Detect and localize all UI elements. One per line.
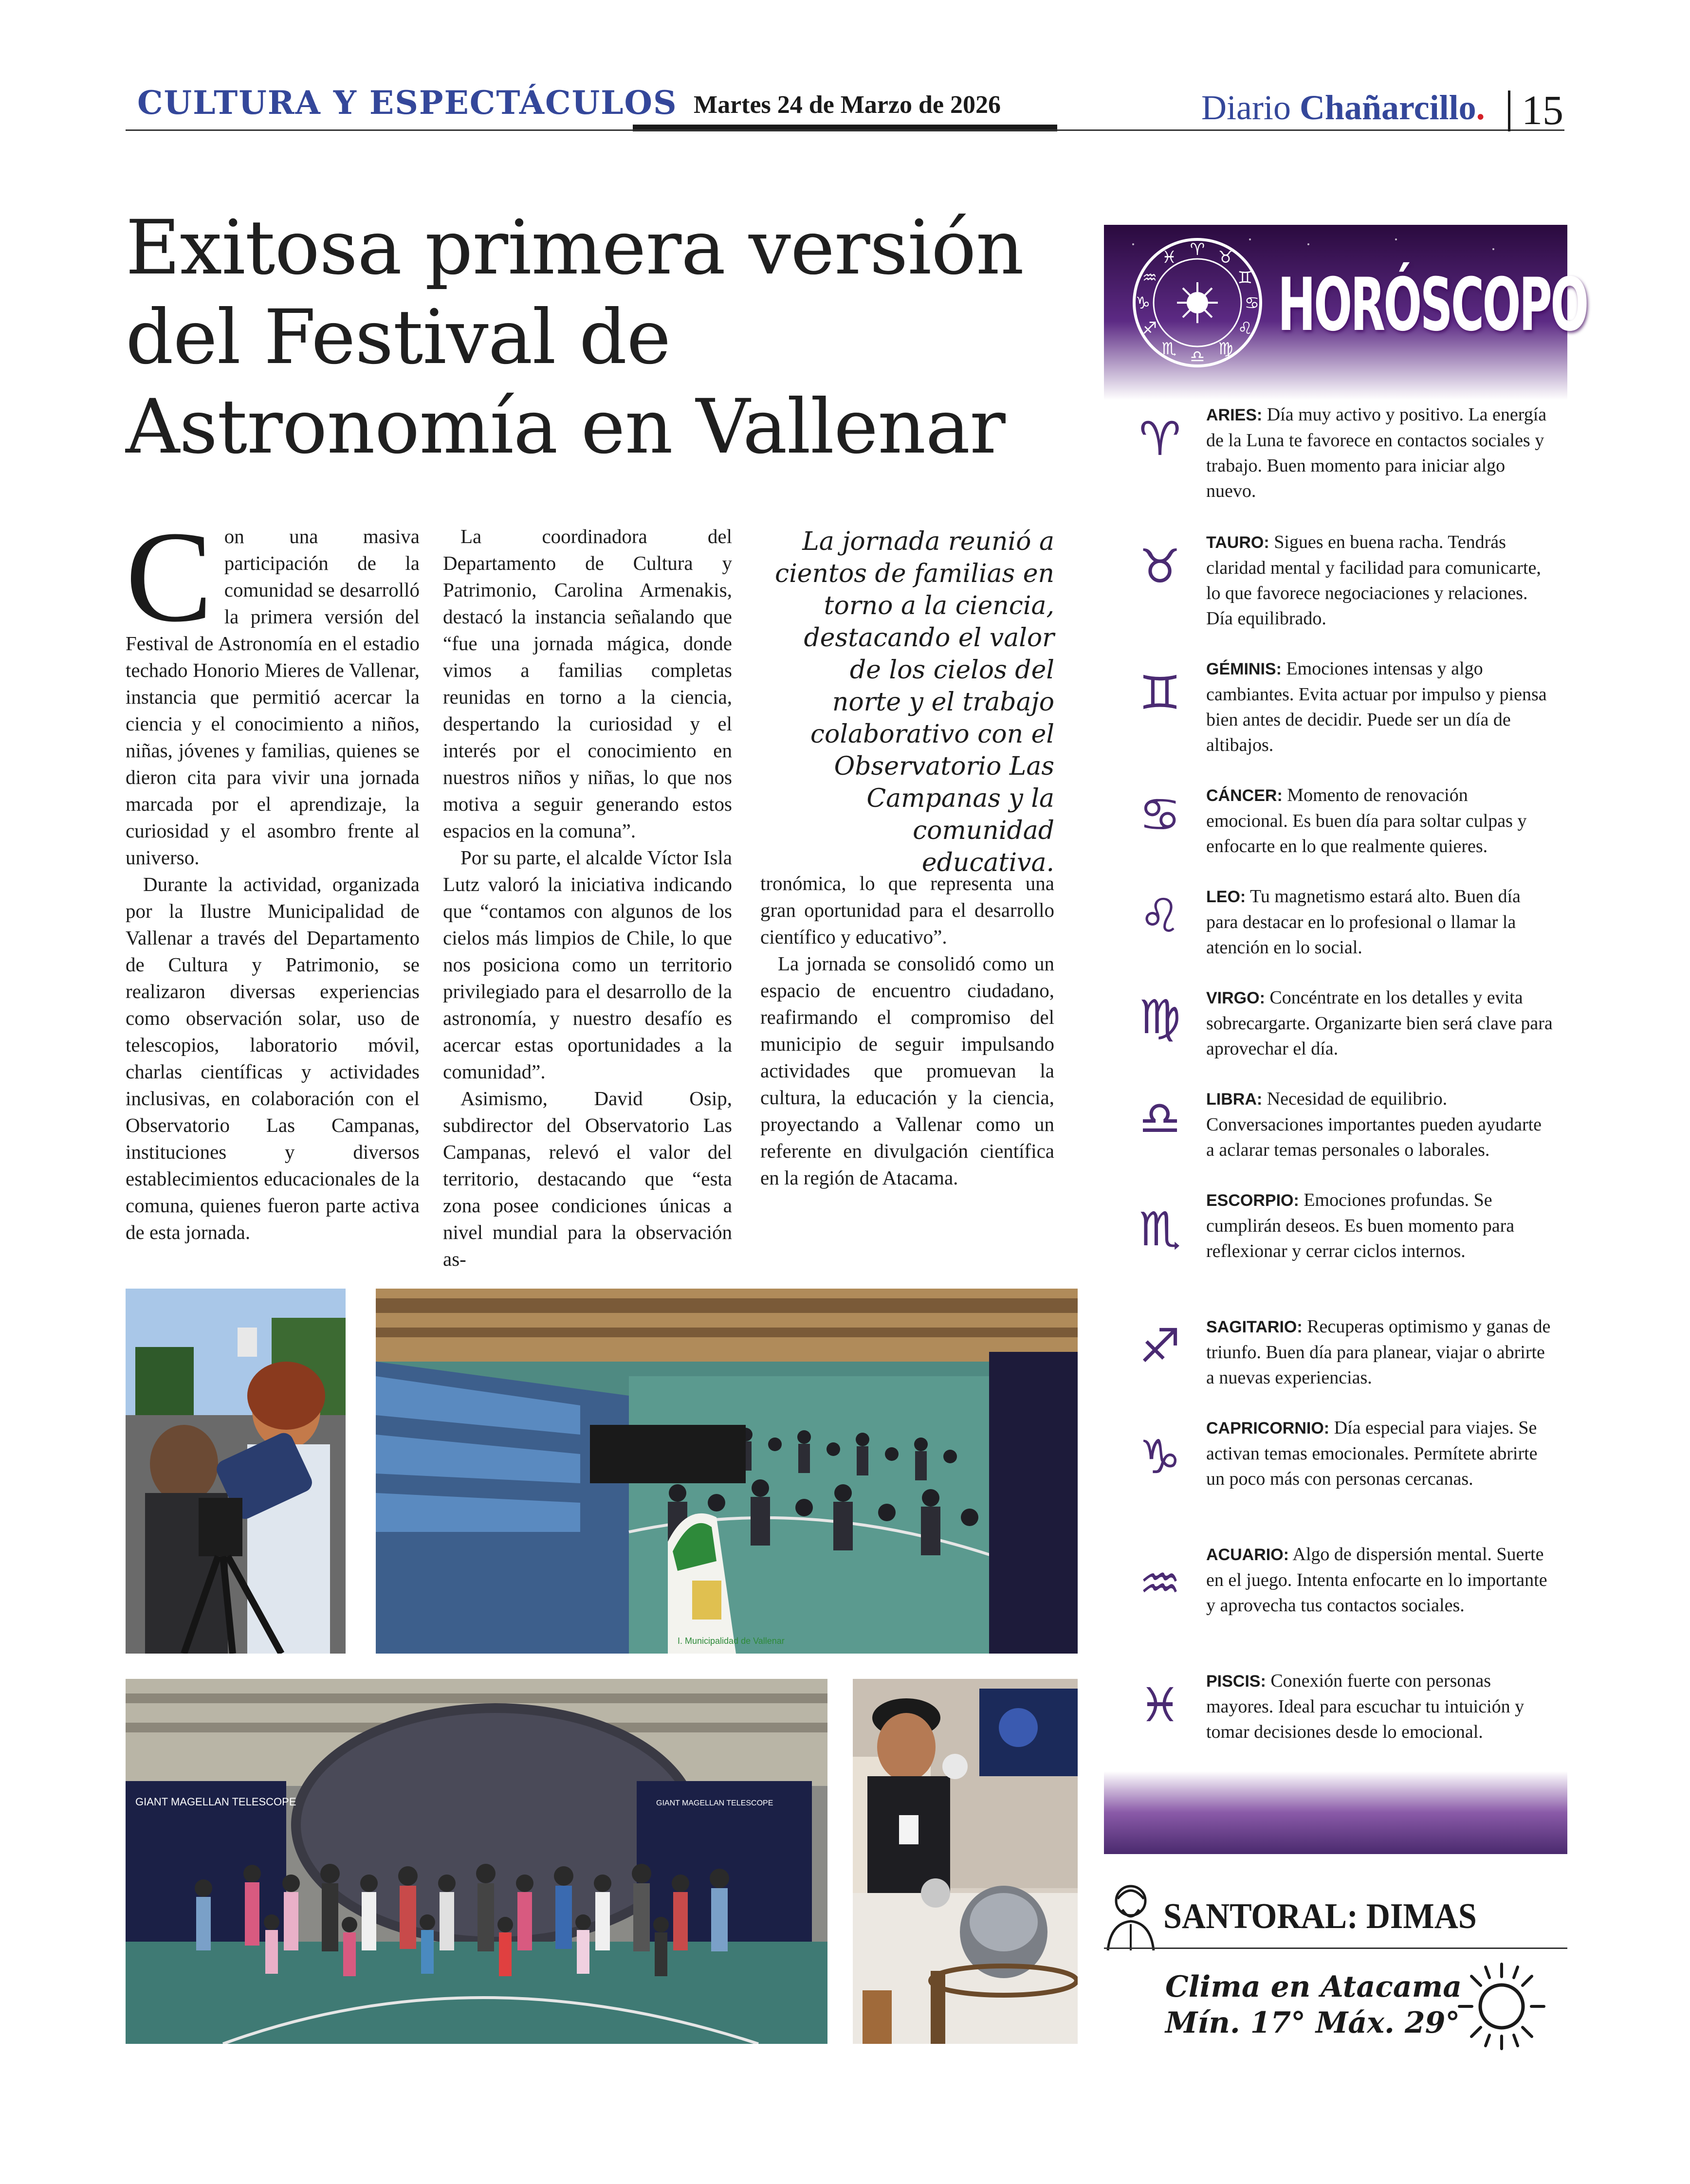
article-column-1 bbox=[126, 504, 420, 1246]
svg-text:♉: ♉ bbox=[1218, 248, 1233, 267]
issue-date: Martes 24 de Marzo de 2026 bbox=[694, 91, 1001, 119]
sign-forecast: Algo de dispersión mental. Suerte en el juego. Intenta enfocarte en lo importante y aprovecha tus contactos sociales. bbox=[1206, 1544, 1547, 1616]
sign-name: VIRGO: bbox=[1206, 989, 1265, 1007]
scorpio-icon: ♏ bbox=[1139, 1202, 1181, 1256]
paragraph: La coordinadora del Departamento de Cultura y Patrimonio, Carolina Armenakis, destacó la instancia señalando que “fue una jornada mágica, donde vimos a familias completas reunidas en torno a la ciencia, despertando la curiosidad y el interés por el conocimiento en nuestros niños y niñas, lo que nos motiva a seguir generando estos espacios en la comuna”. bbox=[443, 525, 732, 842]
svg-text:♒: ♒ bbox=[1142, 268, 1157, 288]
sign-forecast: Necesidad de equilibrio. Conversaciones importantes pueden ayudarte a aclarar temas personales o laborales. bbox=[1206, 1089, 1542, 1160]
weather-box bbox=[1165, 1969, 1462, 2041]
sign-text bbox=[1206, 529, 1553, 631]
gemini-icon: ♊ bbox=[1139, 666, 1181, 720]
masthead-prefix: Diario bbox=[1201, 88, 1291, 127]
masthead-name: Chañarcillo bbox=[1299, 88, 1476, 127]
svg-text:♋: ♋ bbox=[1244, 293, 1260, 313]
pisces-icon: ♓ bbox=[1139, 1678, 1181, 1732]
flag-text: I. Municipalidad de Vallenar bbox=[678, 1636, 785, 1646]
sign-name: CÁNCER: bbox=[1206, 786, 1283, 805]
sign-forecast: Emociones profundas. Se cumplirán deseos. Es buen momento para reflexionar y cerrar ciclos internos. bbox=[1206, 1190, 1515, 1261]
drop-cap: C bbox=[126, 504, 213, 649]
sign-text bbox=[1206, 1542, 1553, 1618]
svg-text:♏: ♏ bbox=[1161, 339, 1177, 359]
leo-icon: ♌ bbox=[1139, 889, 1181, 943]
article-column-2 bbox=[443, 523, 732, 1273]
sign-text bbox=[1206, 884, 1553, 960]
svg-text:♑: ♑ bbox=[1135, 293, 1151, 313]
article-headline: Exitosa primera versión del Festival de Astronomía en Vallenar bbox=[126, 204, 1024, 471]
sign-forecast: Recuperas optimismo y ganas de triunfo. Buen día para planear, viajar o abrirte a nuevas experiencias. bbox=[1206, 1316, 1551, 1388]
photo-planetary-model bbox=[853, 1679, 1078, 2044]
libra-icon: ♎ bbox=[1139, 1091, 1181, 1146]
paragraph: Asimismo, David Osip, subdirector del Observatorio Las Campanas, relevó el valor del territorio, destacando que “esta zona posee condiciones únicas a nivel mundial para la observación as- bbox=[443, 1087, 732, 1270]
sun-icon bbox=[1455, 1960, 1548, 2055]
sign-forecast: Tu magnetismo estará alto. Buen día para destacar en lo profesional o llamar la atención en lo social. bbox=[1206, 886, 1521, 958]
santoral-rule bbox=[1104, 1947, 1567, 1949]
banner-text-left: GIANT MAGELLAN TELESCOPE bbox=[135, 1796, 296, 1808]
santoral-label: SANTORAL: DIMAS bbox=[1163, 1896, 1477, 1936]
photo-crowd-gym bbox=[376, 1289, 1078, 1654]
svg-text:♍: ♍ bbox=[1218, 339, 1233, 359]
taurus-icon: ♉ bbox=[1139, 539, 1181, 594]
saint-icon bbox=[1104, 1879, 1157, 1954]
banner-text-right: GIANT MAGELLAN TELESCOPE bbox=[656, 1799, 773, 1807]
section-title: CULTURA Y ESPECTÁCULOS bbox=[137, 84, 678, 122]
paragraph: Durante la actividad, organizada por la Ilustre Municipalidad de Vallenar a través del Departamento de Cultura y Patrimonio, se realizaron diversas experiencias como observación solar, uso de telescopios, laboratorio móvil, charlas científicas y actividades inclusivas, en colaboración con el Observatorio Las Campanas, instituciones y diversos establecimientos educacionales de la comuna, quienes fueron parte activa de esta jornada. bbox=[126, 873, 420, 1243]
sign-forecast: Día muy activo y positivo. La energía de la Luna te favorece en contactos sociales y trabajo. Buen momento para iniciar algo nuevo. bbox=[1206, 404, 1547, 501]
zodiac-wheel-icon bbox=[1134, 239, 1261, 366]
pull-quote: La jornada reunió a cientos de familias en torno a la ciencia, destacando el valor de los cielos del norte y el trabajo colaborativo con el Observatorio Las Campanas y la comunidad educativa. bbox=[775, 527, 1054, 877]
sign-text bbox=[1206, 985, 1553, 1061]
sign-name: PISCIS: bbox=[1206, 1672, 1266, 1691]
page-number-separator bbox=[1508, 91, 1510, 131]
cancer-icon: ♋ bbox=[1139, 787, 1181, 842]
sign-name: ESCORPIO: bbox=[1206, 1191, 1299, 1210]
weather-temps: Mín. 17° Máx. 29° bbox=[1165, 2006, 1460, 2040]
svg-text:♈: ♈ bbox=[1190, 240, 1205, 259]
sign-name: GÉMINIS: bbox=[1206, 660, 1282, 678]
horoscope-footer-band bbox=[1104, 1771, 1567, 1854]
sign-forecast: Concéntrate en los detalles y evita sobrecargarte. Organizarte bien será clave para aprovechar el día. bbox=[1206, 987, 1553, 1059]
horoscope-title: HORÓSCOPO bbox=[1278, 263, 1587, 347]
sign-name: SAGITARIO: bbox=[1206, 1318, 1303, 1336]
sign-text bbox=[1206, 783, 1553, 859]
sign-name: ARIES: bbox=[1206, 406, 1263, 424]
virgo-icon: ♍ bbox=[1139, 990, 1181, 1044]
aries-icon: ♈ bbox=[1139, 412, 1181, 466]
sign-text bbox=[1206, 1086, 1553, 1163]
sign-forecast: Conexión fuerte con personas mayores. Ideal para escuchar tu intuición y tomar decisiones desde lo emocional. bbox=[1206, 1671, 1525, 1742]
header-rule bbox=[126, 129, 1564, 131]
sign-text bbox=[1206, 1187, 1553, 1264]
svg-text:♐: ♐ bbox=[1142, 319, 1157, 338]
sagittarius-icon: ♐ bbox=[1139, 1319, 1181, 1373]
svg-text:♎: ♎ bbox=[1190, 347, 1205, 366]
sign-text bbox=[1206, 1668, 1553, 1745]
masthead bbox=[1201, 88, 1485, 128]
sign-name: LIBRA: bbox=[1206, 1090, 1263, 1109]
svg-text:♓: ♓ bbox=[1161, 248, 1177, 267]
sign-name: TAURO: bbox=[1206, 533, 1269, 552]
sign-text bbox=[1206, 1415, 1553, 1492]
svg-text:♊: ♊ bbox=[1237, 268, 1253, 288]
sign-text bbox=[1206, 1314, 1553, 1390]
paragraph: Por su parte, el alcalde Víctor Isla Lutz valoró la iniciativa indicando que “contamos con algunos de los cielos más limpios de Chile, lo que nos posiciona como un territorio privilegiado para el desarrollo de la astronomía, y nuestro desafío es acercar estas oportunidades a la comunidad”. bbox=[443, 846, 732, 1083]
aquarius-icon: ♒ bbox=[1139, 1556, 1181, 1611]
sign-name: CAPRICORNIO: bbox=[1206, 1419, 1330, 1438]
paragraph: tronómica, lo que representa una gran oportunidad para el desarrollo científico y educativo”. bbox=[760, 872, 1054, 948]
sign-name: ACUARIO: bbox=[1206, 1546, 1289, 1564]
page-number: 15 bbox=[1522, 87, 1563, 133]
photo-telescope bbox=[126, 1289, 346, 1654]
masthead-dot: . bbox=[1476, 88, 1485, 127]
sign-forecast: Día especial para viajes. Se activan temas emocionales. Permítete abrirte un poco más con personas cercanas. bbox=[1206, 1418, 1538, 1489]
sign-text bbox=[1206, 402, 1553, 504]
sign-forecast: Sigues en buena racha. Tendrás claridad mental y facilidad para comunicarte, lo que favorece negociaciones y relaciones. Día equilibrado. bbox=[1206, 532, 1541, 629]
article-column-3 bbox=[760, 870, 1054, 1191]
sign-forecast: Emociones intensas y algo cambiantes. Evita actuar por impulso y piensa bien antes de decidir. Puede ser un día de altibajos. bbox=[1206, 658, 1547, 755]
sign-text bbox=[1206, 656, 1553, 758]
svg-text:♌: ♌ bbox=[1237, 319, 1253, 338]
sign-name: LEO: bbox=[1206, 888, 1246, 906]
sign-forecast: Momento de renovación emocional. Es buen día para soltar culpas y enfocarte en lo que realmente quieres. bbox=[1206, 785, 1527, 856]
lead-paragraph bbox=[126, 504, 420, 871]
lead-text: on una masiva participación de la comunidad se desarrolló la primera versión del Festival de Astronomía en el estadio techado Honorio Mieres de Vallenar, instancia que permitió acercar la ciencia y el conocimiento a niños, niñas, jóvenes y familias, quienes se dieron cita para vivir una jornada marcada por el aprendizaje, la curiosidad y el asombro frente al universo. bbox=[126, 525, 420, 869]
paragraph: La jornada se consolidó como un espacio de encuentro ciudadano, reafirmando el compromiso del municipio de seguir impulsando actividades que promuevan la cultura, la educación y la ciencia, proyectando a Vallenar como un referente en divulgación científica en la región de Atacama. bbox=[760, 952, 1054, 1189]
capricorn-icon: ♑ bbox=[1139, 1430, 1181, 1484]
weather-title: Clima en Atacama bbox=[1165, 1970, 1462, 2004]
photo-group-planetarium bbox=[126, 1679, 827, 2044]
horoscope-list bbox=[1104, 402, 1567, 1779]
